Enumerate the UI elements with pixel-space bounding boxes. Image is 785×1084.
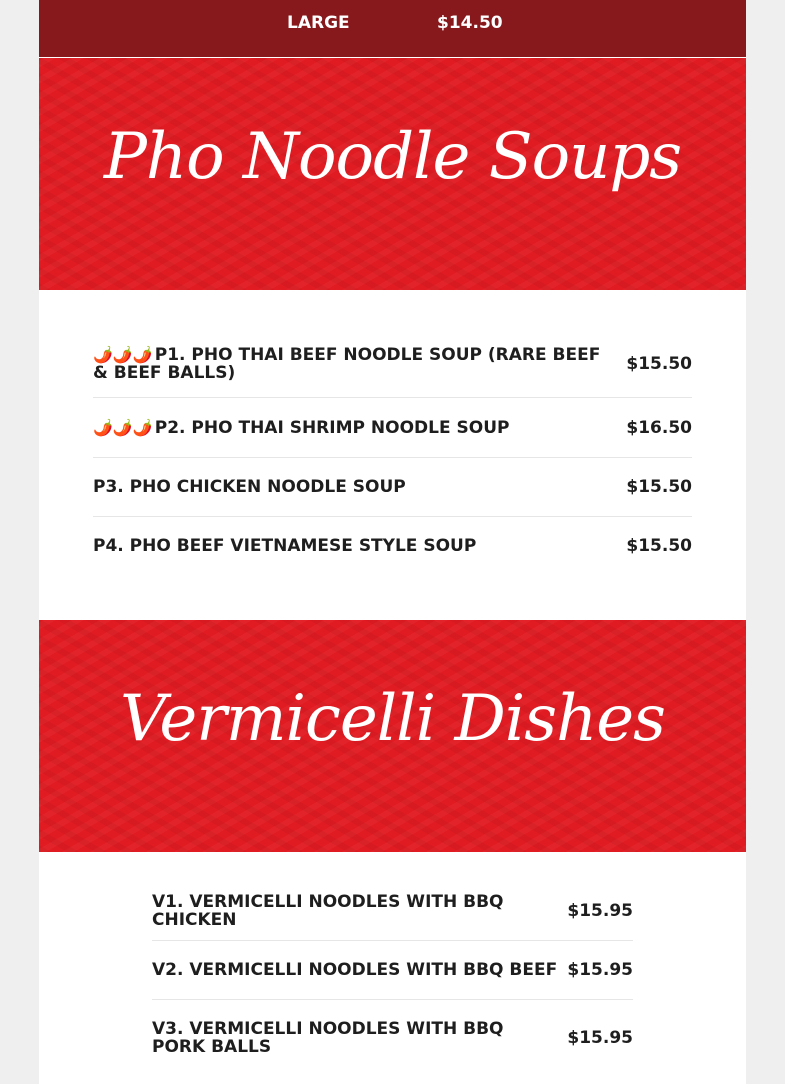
menu-item-name: P1. PHO THAI BEEF NOODLE SOUP (RARE BEEF & BEEF BALLS) [93, 344, 601, 383]
menu-item[interactable] [93, 398, 692, 458]
menu-item-name: V3. VERMICELLI NOODLES WITH BBQ PORK BALLS [152, 1019, 504, 1057]
menu-item[interactable] [152, 882, 633, 941]
chili-pepper-icon: 🌶️🌶️🌶️ [93, 417, 153, 437]
menu-item[interactable] [152, 941, 633, 1000]
menu-item-name: P3. PHO CHICKEN NOODLE SOUP [93, 477, 406, 497]
menu-item-name: P4. PHO BEEF VIETNAMESE STYLE SOUP [93, 536, 477, 556]
section-title: Vermicelli Dishes [120, 682, 665, 756]
menu-item-price: $15.95 [567, 1028, 633, 1048]
menu-sheet [39, 0, 746, 1084]
menu-item[interactable] [93, 517, 692, 575]
size-price: $14.50 [437, 13, 503, 33]
menu-item-name: V2. VERMICELLI NOODLES WITH BBQ BEEF [152, 960, 558, 980]
price-header-bar [39, 0, 746, 57]
menu-item-price: $15.50 [626, 536, 692, 556]
menu-item-name: V1. VERMICELLI NOODLES WITH BBQ CHICKEN [152, 892, 504, 930]
section-title: Pho Noodle Soups [103, 120, 682, 194]
size-label: LARGE [287, 13, 350, 33]
section-banner-vermicelli [39, 620, 746, 852]
menu-item-price: $16.50 [626, 417, 692, 438]
menu-item-price: $15.95 [567, 901, 633, 921]
menu-item[interactable] [152, 1000, 633, 1076]
menu-item[interactable] [93, 458, 692, 517]
chili-pepper-icon: 🌶️🌶️🌶️ [93, 344, 153, 364]
menu-item-price: $15.50 [626, 353, 692, 374]
menu-item[interactable] [93, 330, 692, 398]
menu-item-price: $15.95 [567, 960, 633, 980]
menu-item-price: $15.50 [626, 477, 692, 497]
section-banner-pho [39, 58, 746, 290]
menu-item-name: P2. PHO THAI SHRIMP NOODLE SOUP [154, 417, 510, 438]
